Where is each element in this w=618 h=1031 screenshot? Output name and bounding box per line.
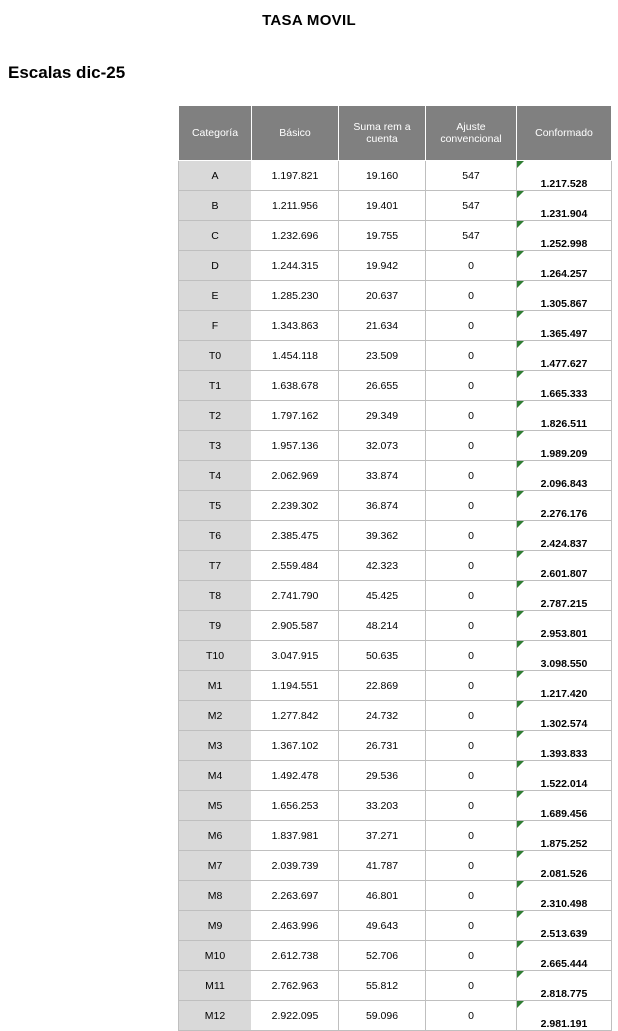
cell-ajuste: 0 bbox=[426, 641, 517, 671]
cell-categoria: T2 bbox=[179, 401, 252, 431]
rates-table-container bbox=[178, 105, 593, 1031]
cell-suma: 19.755 bbox=[339, 221, 426, 251]
cell-categoria: M10 bbox=[179, 941, 252, 971]
table-row bbox=[179, 551, 612, 581]
cell-suma: 36.874 bbox=[339, 491, 426, 521]
cell-ajuste: 0 bbox=[426, 791, 517, 821]
cell-ajuste: 0 bbox=[426, 701, 517, 731]
cell-categoria: M1 bbox=[179, 671, 252, 701]
cell-ajuste: 547 bbox=[426, 221, 517, 251]
cell-ajuste: 0 bbox=[426, 311, 517, 341]
table-row bbox=[179, 341, 612, 371]
cell-ajuste: 0 bbox=[426, 851, 517, 881]
cell-suma: 55.812 bbox=[339, 971, 426, 1001]
table-row bbox=[179, 221, 612, 251]
cell-conformado: 2.096.843 bbox=[517, 461, 612, 491]
cell-ajuste: 0 bbox=[426, 491, 517, 521]
cell-basico: 1.638.678 bbox=[252, 371, 339, 401]
cell-suma: 50.635 bbox=[339, 641, 426, 671]
cell-conformado: 1.217.420 bbox=[517, 671, 612, 701]
cell-basico: 2.922.095 bbox=[252, 1001, 339, 1031]
cell-ajuste: 0 bbox=[426, 941, 517, 971]
table-row bbox=[179, 761, 612, 791]
table-row bbox=[179, 401, 612, 431]
cell-basico: 1.197.821 bbox=[252, 161, 339, 191]
cell-categoria: M7 bbox=[179, 851, 252, 881]
cell-categoria: A bbox=[179, 161, 252, 191]
table-row bbox=[179, 311, 612, 341]
cell-suma: 24.732 bbox=[339, 701, 426, 731]
cell-suma: 46.801 bbox=[339, 881, 426, 911]
cell-basico: 1.656.253 bbox=[252, 791, 339, 821]
cell-ajuste: 0 bbox=[426, 371, 517, 401]
table-header bbox=[179, 106, 612, 161]
table-row bbox=[179, 581, 612, 611]
cell-ajuste: 0 bbox=[426, 521, 517, 551]
rates-table bbox=[178, 105, 612, 1031]
cell-categoria: T1 bbox=[179, 371, 252, 401]
cell-ajuste: 0 bbox=[426, 551, 517, 581]
table-row bbox=[179, 821, 612, 851]
cell-basico: 1.285.230 bbox=[252, 281, 339, 311]
cell-categoria: C bbox=[179, 221, 252, 251]
cell-conformado: 2.981.191 bbox=[517, 1001, 612, 1031]
cell-conformado: 2.513.639 bbox=[517, 911, 612, 941]
cell-basico: 1.454.118 bbox=[252, 341, 339, 371]
cell-conformado: 1.302.574 bbox=[517, 701, 612, 731]
cell-conformado: 2.787.215 bbox=[517, 581, 612, 611]
cell-conformado: 1.826.511 bbox=[517, 401, 612, 431]
column-header-categoria: Categoría bbox=[179, 106, 252, 161]
cell-suma: 29.349 bbox=[339, 401, 426, 431]
cell-ajuste: 0 bbox=[426, 821, 517, 851]
cell-suma: 39.362 bbox=[339, 521, 426, 551]
cell-categoria: M6 bbox=[179, 821, 252, 851]
table-row bbox=[179, 851, 612, 881]
cell-suma: 45.425 bbox=[339, 581, 426, 611]
table-row bbox=[179, 611, 612, 641]
table-row bbox=[179, 191, 612, 221]
cell-conformado: 1.477.627 bbox=[517, 341, 612, 371]
cell-basico: 3.047.915 bbox=[252, 641, 339, 671]
cell-ajuste: 0 bbox=[426, 431, 517, 461]
cell-basico: 1.244.315 bbox=[252, 251, 339, 281]
cell-suma: 22.869 bbox=[339, 671, 426, 701]
table-row bbox=[179, 281, 612, 311]
table-body bbox=[179, 161, 612, 1031]
cell-ajuste: 547 bbox=[426, 191, 517, 221]
cell-basico: 1.194.551 bbox=[252, 671, 339, 701]
cell-suma: 48.214 bbox=[339, 611, 426, 641]
cell-categoria: D bbox=[179, 251, 252, 281]
cell-ajuste: 0 bbox=[426, 281, 517, 311]
table-row bbox=[179, 671, 612, 701]
cell-conformado: 1.989.209 bbox=[517, 431, 612, 461]
cell-ajuste: 0 bbox=[426, 881, 517, 911]
page-title: TASA MOVIL bbox=[262, 12, 356, 29]
cell-conformado: 1.252.998 bbox=[517, 221, 612, 251]
cell-conformado: 1.231.904 bbox=[517, 191, 612, 221]
cell-conformado: 2.424.837 bbox=[517, 521, 612, 551]
cell-basico: 1.367.102 bbox=[252, 731, 339, 761]
table-row bbox=[179, 161, 612, 191]
table-row bbox=[179, 461, 612, 491]
cell-conformado: 2.601.807 bbox=[517, 551, 612, 581]
cell-suma: 33.203 bbox=[339, 791, 426, 821]
cell-suma: 41.787 bbox=[339, 851, 426, 881]
cell-basico: 1.343.863 bbox=[252, 311, 339, 341]
cell-ajuste: 0 bbox=[426, 251, 517, 281]
cell-suma: 19.942 bbox=[339, 251, 426, 281]
cell-suma: 23.509 bbox=[339, 341, 426, 371]
cell-suma: 19.160 bbox=[339, 161, 426, 191]
cell-basico: 2.263.697 bbox=[252, 881, 339, 911]
cell-suma: 26.731 bbox=[339, 731, 426, 761]
cell-ajuste: 0 bbox=[426, 971, 517, 1001]
cell-conformado: 2.665.444 bbox=[517, 941, 612, 971]
cell-ajuste: 0 bbox=[426, 611, 517, 641]
cell-suma: 42.323 bbox=[339, 551, 426, 581]
table-row bbox=[179, 731, 612, 761]
cell-suma: 59.096 bbox=[339, 1001, 426, 1031]
cell-categoria: T3 bbox=[179, 431, 252, 461]
cell-conformado: 1.217.528 bbox=[517, 161, 612, 191]
table-row bbox=[179, 701, 612, 731]
cell-conformado: 1.522.014 bbox=[517, 761, 612, 791]
cell-categoria: T0 bbox=[179, 341, 252, 371]
cell-conformado: 2.276.176 bbox=[517, 491, 612, 521]
cell-categoria: M8 bbox=[179, 881, 252, 911]
cell-conformado: 1.264.257 bbox=[517, 251, 612, 281]
table-row bbox=[179, 371, 612, 401]
cell-basico: 2.239.302 bbox=[252, 491, 339, 521]
cell-basico: 2.905.587 bbox=[252, 611, 339, 641]
table-row bbox=[179, 911, 612, 941]
cell-conformado: 1.393.833 bbox=[517, 731, 612, 761]
cell-ajuste: 0 bbox=[426, 581, 517, 611]
cell-basico: 1.211.956 bbox=[252, 191, 339, 221]
cell-ajuste: 0 bbox=[426, 731, 517, 761]
cell-basico: 2.062.969 bbox=[252, 461, 339, 491]
cell-basico: 2.385.475 bbox=[252, 521, 339, 551]
column-header-basico: Básico bbox=[252, 106, 339, 161]
cell-basico: 1.232.696 bbox=[252, 221, 339, 251]
cell-suma: 49.643 bbox=[339, 911, 426, 941]
cell-categoria: T8 bbox=[179, 581, 252, 611]
table-row bbox=[179, 881, 612, 911]
cell-conformado: 1.365.497 bbox=[517, 311, 612, 341]
cell-ajuste: 0 bbox=[426, 341, 517, 371]
cell-categoria: T6 bbox=[179, 521, 252, 551]
cell-suma: 20.637 bbox=[339, 281, 426, 311]
cell-categoria: E bbox=[179, 281, 252, 311]
document-page bbox=[0, 12, 618, 1030]
cell-conformado: 2.310.498 bbox=[517, 881, 612, 911]
cell-basico: 2.612.738 bbox=[252, 941, 339, 971]
table-row bbox=[179, 641, 612, 671]
table-row bbox=[179, 491, 612, 521]
cell-basico: 1.957.136 bbox=[252, 431, 339, 461]
cell-categoria: M3 bbox=[179, 731, 252, 761]
cell-basico: 2.559.484 bbox=[252, 551, 339, 581]
cell-conformado: 3.098.550 bbox=[517, 641, 612, 671]
cell-suma: 37.271 bbox=[339, 821, 426, 851]
cell-ajuste: 0 bbox=[426, 401, 517, 431]
cell-basico: 1.837.981 bbox=[252, 821, 339, 851]
cell-categoria: T5 bbox=[179, 491, 252, 521]
cell-categoria: F bbox=[179, 311, 252, 341]
cell-suma: 52.706 bbox=[339, 941, 426, 971]
cell-basico: 1.277.842 bbox=[252, 701, 339, 731]
cell-suma: 21.634 bbox=[339, 311, 426, 341]
cell-categoria: M12 bbox=[179, 1001, 252, 1031]
cell-categoria: T7 bbox=[179, 551, 252, 581]
table-header-row bbox=[179, 106, 612, 161]
cell-suma: 19.401 bbox=[339, 191, 426, 221]
column-header-conformado: Conformado bbox=[517, 106, 612, 161]
cell-basico: 2.741.790 bbox=[252, 581, 339, 611]
cell-ajuste: 0 bbox=[426, 911, 517, 941]
cell-categoria: M5 bbox=[179, 791, 252, 821]
cell-basico: 1.492.478 bbox=[252, 761, 339, 791]
table-row bbox=[179, 431, 612, 461]
section-title: Escalas dic-25 bbox=[8, 63, 126, 82]
table-row bbox=[179, 521, 612, 551]
column-header-ajuste-convencional: Ajuste convencional bbox=[426, 106, 517, 161]
cell-categoria: T9 bbox=[179, 611, 252, 641]
cell-categoria: M11 bbox=[179, 971, 252, 1001]
cell-suma: 32.073 bbox=[339, 431, 426, 461]
cell-categoria: M9 bbox=[179, 911, 252, 941]
table-row bbox=[179, 251, 612, 281]
cell-conformado: 2.818.775 bbox=[517, 971, 612, 1001]
table-row bbox=[179, 941, 612, 971]
cell-basico: 2.463.996 bbox=[252, 911, 339, 941]
cell-categoria: M4 bbox=[179, 761, 252, 791]
table-row bbox=[179, 791, 612, 821]
cell-suma: 33.874 bbox=[339, 461, 426, 491]
column-header-suma-rem-a-cuenta: Suma rem a cuenta bbox=[339, 106, 426, 161]
cell-ajuste: 0 bbox=[426, 671, 517, 701]
cell-conformado: 1.665.333 bbox=[517, 371, 612, 401]
cell-basico: 1.797.162 bbox=[252, 401, 339, 431]
table-row bbox=[179, 1001, 612, 1031]
cell-ajuste: 0 bbox=[426, 1001, 517, 1031]
cell-suma: 26.655 bbox=[339, 371, 426, 401]
cell-conformado: 2.953.801 bbox=[517, 611, 612, 641]
cell-suma: 29.536 bbox=[339, 761, 426, 791]
cell-conformado: 2.081.526 bbox=[517, 851, 612, 881]
cell-conformado: 1.875.252 bbox=[517, 821, 612, 851]
cell-conformado: 1.689.456 bbox=[517, 791, 612, 821]
cell-ajuste: 0 bbox=[426, 761, 517, 791]
cell-conformado: 1.305.867 bbox=[517, 281, 612, 311]
cell-categoria: B bbox=[179, 191, 252, 221]
cell-categoria: T4 bbox=[179, 461, 252, 491]
cell-basico: 2.762.963 bbox=[252, 971, 339, 1001]
cell-categoria: T10 bbox=[179, 641, 252, 671]
cell-ajuste: 0 bbox=[426, 461, 517, 491]
cell-categoria: M2 bbox=[179, 701, 252, 731]
cell-basico: 2.039.739 bbox=[252, 851, 339, 881]
table-row bbox=[179, 971, 612, 1001]
cell-ajuste: 547 bbox=[426, 161, 517, 191]
